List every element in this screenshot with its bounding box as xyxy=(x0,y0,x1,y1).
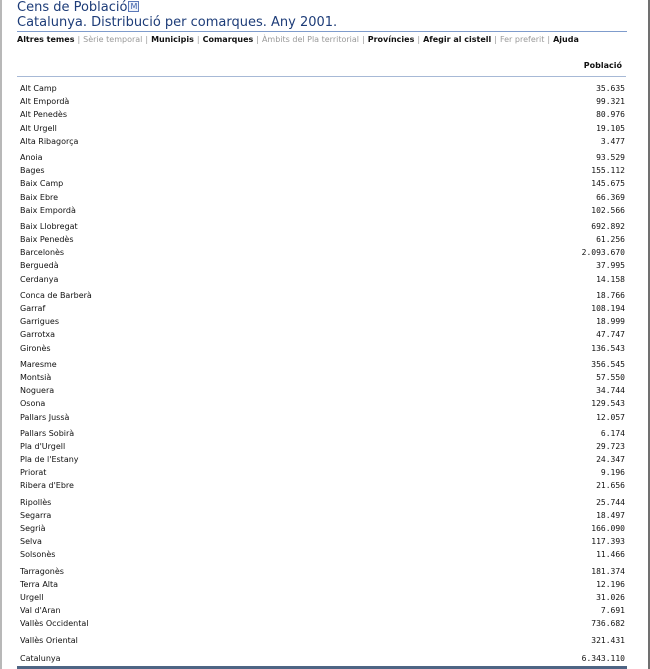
table-row xyxy=(20,479,625,492)
menu-separator: | xyxy=(547,35,551,44)
table-row xyxy=(20,466,625,479)
population-value: 166.090 xyxy=(591,524,625,533)
population-value: 7.691 xyxy=(600,606,625,616)
comarca-name: Segrià xyxy=(20,524,46,533)
table-row xyxy=(20,453,625,466)
population-table xyxy=(20,82,625,665)
comarca-name: Bages xyxy=(20,166,45,176)
table-row xyxy=(20,246,625,259)
menu-link-altres-temes[interactable]: Altres temes xyxy=(17,35,75,44)
comarca-name: Alt Empordà xyxy=(20,97,70,107)
total-row xyxy=(20,652,625,665)
comarca-name: Baix Empordà xyxy=(20,205,76,215)
population-value: 14.158 xyxy=(596,274,625,284)
population-value: 34.744 xyxy=(596,386,625,396)
population-value: 35.635 xyxy=(596,84,625,93)
comarca-name: Val d'Aran xyxy=(20,606,61,616)
table-row xyxy=(20,591,625,604)
comarca-name: Tarragonès xyxy=(20,566,64,576)
population-value: 102.566 xyxy=(591,205,625,215)
menu-link-afegir-al-cistell[interactable]: Afegir al cistell xyxy=(423,35,492,44)
table-row xyxy=(20,82,625,95)
population-value: 93.529 xyxy=(596,152,625,162)
population-value: 3.477 xyxy=(600,136,625,146)
table-row xyxy=(20,578,625,591)
comarca-name: Ripollès xyxy=(20,497,52,507)
population-value: 136.543 xyxy=(591,343,625,353)
table-row xyxy=(20,440,625,453)
comarca-name: Baix Penedès xyxy=(20,235,74,245)
table-row xyxy=(20,617,625,630)
comarca-name: Alt Penedès xyxy=(20,110,67,120)
population-value: 37.995 xyxy=(596,261,625,271)
population-value: 12.196 xyxy=(596,579,625,589)
table-row xyxy=(20,273,625,286)
comarca-name: Segarra xyxy=(20,510,52,520)
comarca-name: Pallars Jussà xyxy=(20,412,70,422)
table-row xyxy=(20,233,625,246)
population-value: 181.374 xyxy=(591,566,625,576)
population-value: 47.747 xyxy=(596,330,625,340)
header-divider xyxy=(17,76,626,77)
menu-link-municipis[interactable]: Municipis xyxy=(151,35,194,44)
comarca-name: Anoia xyxy=(20,152,43,162)
comarca-name: Baix Llobregat xyxy=(20,221,78,231)
comarca-name: Priorat xyxy=(20,468,47,478)
population-value: 18.999 xyxy=(596,317,625,327)
table-row xyxy=(20,634,625,647)
population-value: 2.093.670 xyxy=(581,248,625,258)
menu-separator: | xyxy=(256,35,259,44)
table-row xyxy=(20,384,625,397)
comarca-name: Vallès Occidental xyxy=(20,619,89,629)
population-value: 57.550 xyxy=(596,372,625,382)
population-value: 25.744 xyxy=(596,497,625,507)
toolbar-menu xyxy=(17,35,579,45)
comarca-name: Garrotxa xyxy=(20,330,56,340)
population-value: 155.112 xyxy=(591,166,625,176)
comarca-name: Pla de l'Estany xyxy=(20,455,79,465)
comarca-name: Berguedà xyxy=(20,261,59,271)
comarca-name: Vallès Oriental xyxy=(20,635,78,645)
population-value: 18.497 xyxy=(596,510,625,520)
population-value: 99.321 xyxy=(596,97,625,107)
table-row xyxy=(20,302,625,315)
menu-separator: | xyxy=(77,35,81,44)
title-line-2: Catalunya. Distribució per comarques. Any 2001. xyxy=(17,15,338,30)
table-row xyxy=(20,548,625,561)
comarca-name: Noguera xyxy=(20,386,55,396)
menu-link-comarques[interactable]: Comarques xyxy=(202,35,254,44)
table-row xyxy=(20,259,625,272)
table-row xyxy=(20,151,625,164)
title-divider xyxy=(17,31,627,32)
population-value: 24.347 xyxy=(596,455,625,465)
population-value: 692.892 xyxy=(591,221,625,231)
comarca-name: Montsià xyxy=(20,372,52,382)
comarca-name: Alt Camp xyxy=(20,84,57,93)
population-value: 6.174 xyxy=(600,428,625,438)
comarca-name: Gironès xyxy=(20,343,51,353)
comarca-name: Conca de Barberà xyxy=(20,290,92,300)
comarca-name: Solsonès xyxy=(20,550,56,560)
table-row xyxy=(20,315,625,328)
table-row xyxy=(20,204,625,217)
population-value: 66.369 xyxy=(596,192,625,202)
table-row xyxy=(20,122,625,135)
comarca-name: Urgell xyxy=(20,592,44,602)
menu-link-ambits-del-pla-territorial: Àmbits del Pla territorial xyxy=(261,35,360,44)
comarca-name: Terra Alta xyxy=(20,579,59,589)
population-value: 80.976 xyxy=(596,110,625,120)
comarca-name: Baix Ebre xyxy=(20,192,59,202)
table-row xyxy=(20,342,625,355)
table-row xyxy=(20,496,625,509)
comarca-name: Garrigues xyxy=(20,317,59,327)
population-value: 9.196 xyxy=(600,468,625,478)
comarca-name: Barcelonès xyxy=(20,248,65,258)
comarca-name: Pallars Sobirà xyxy=(20,428,75,438)
comarca-name: Selva xyxy=(20,537,42,547)
comarca-name: Cerdanya xyxy=(20,274,59,284)
table-row xyxy=(20,522,625,535)
menu-link-provincies[interactable]: Províncies xyxy=(367,35,415,44)
table-row xyxy=(20,535,625,548)
population-value: 117.393 xyxy=(591,537,625,547)
total-value: 6.343.110 xyxy=(581,653,625,663)
table-row xyxy=(20,289,625,302)
menu-separator: | xyxy=(145,35,149,44)
title-line-1 xyxy=(17,0,337,15)
population-value: 145.675 xyxy=(591,179,625,189)
table-row xyxy=(20,397,625,410)
menu-separator: | xyxy=(196,35,200,44)
table-row xyxy=(20,108,625,121)
table-row xyxy=(20,411,625,424)
menu-separator: | xyxy=(494,35,497,44)
table-row xyxy=(20,220,625,233)
population-value: 356.545 xyxy=(591,359,625,369)
comarca-name: Alta Ribagorça xyxy=(20,136,79,146)
total-name: Catalunya xyxy=(20,653,61,663)
table-row xyxy=(20,135,625,148)
table-row xyxy=(20,509,625,522)
comarca-name: Alt Urgell xyxy=(20,123,57,133)
population-value: 61.256 xyxy=(596,235,625,245)
comarca-name: Ribera d'Ebre xyxy=(20,481,74,491)
population-value: 18.766 xyxy=(596,290,625,300)
population-value: 19.105 xyxy=(596,123,625,133)
table-row xyxy=(20,328,625,341)
menu-link-ajuda[interactable]: Ajuda xyxy=(553,35,579,44)
metadata-icon[interactable]: M xyxy=(128,1,139,12)
table-row xyxy=(20,164,625,177)
table-row xyxy=(20,95,625,108)
table-row xyxy=(20,604,625,617)
column-header-poblacio: Població xyxy=(583,61,622,70)
menu-separator: | xyxy=(362,35,365,44)
comarca-name: Pla d'Urgell xyxy=(20,441,66,451)
title-text: Cens de Població xyxy=(17,0,128,15)
population-value: 11.466 xyxy=(596,550,625,560)
population-value: 108.194 xyxy=(591,304,625,313)
population-value: 21.656 xyxy=(596,481,625,491)
comarca-name: Maresme xyxy=(20,359,57,369)
menu-link-serie-temporal: Sèrie temporal xyxy=(83,35,143,44)
table-row xyxy=(20,177,625,190)
table-row xyxy=(20,358,625,371)
comarca-name: Garraf xyxy=(20,304,46,313)
page-title xyxy=(17,0,337,30)
table-row xyxy=(20,565,625,578)
table-row xyxy=(20,191,625,204)
table-row xyxy=(20,371,625,384)
population-value: 321.431 xyxy=(591,635,625,645)
comarca-name: Baix Camp xyxy=(20,179,64,189)
population-value: 29.723 xyxy=(596,441,625,451)
comarca-name: Osona xyxy=(20,399,46,409)
menu-link-fer-preferit: Fer preferit xyxy=(499,35,545,44)
menu-separator: | xyxy=(417,35,421,44)
population-value: 736.682 xyxy=(591,619,625,629)
population-value: 129.543 xyxy=(591,399,625,409)
table-row xyxy=(20,427,625,440)
population-value: 12.057 xyxy=(596,412,625,422)
population-value: 31.026 xyxy=(596,592,625,602)
